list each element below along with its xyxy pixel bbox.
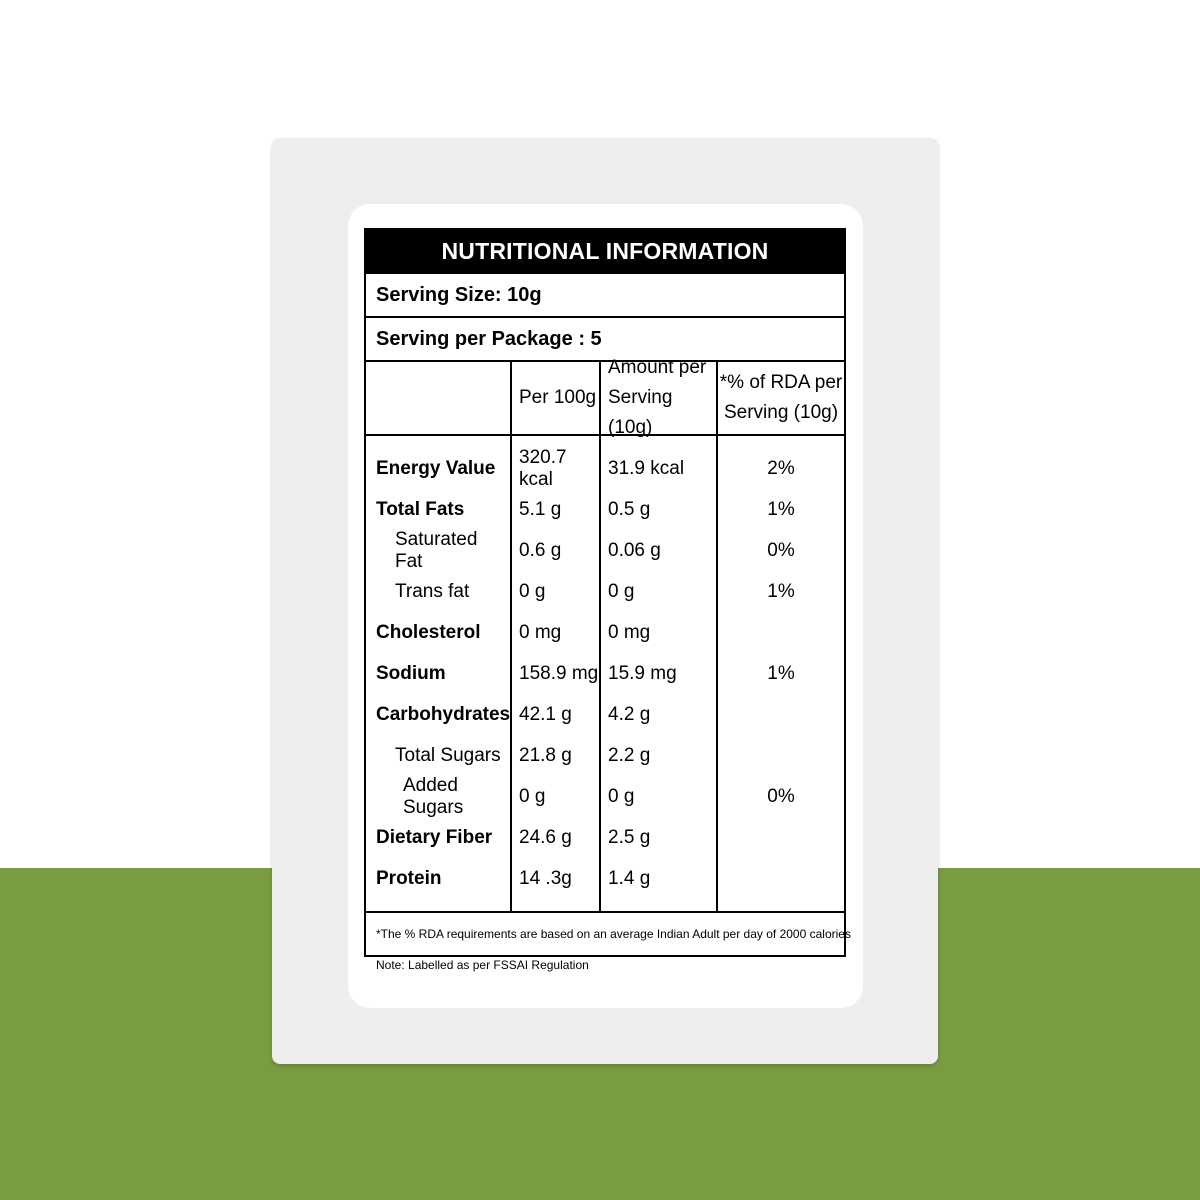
nutrient-name: Sodium (376, 662, 446, 684)
per-100g-value: 14 .3g (519, 867, 572, 889)
nutrient-name: Saturated Fat (395, 528, 478, 572)
per-100g-value: 21.8 g (519, 744, 572, 766)
rda-header-line1: *% of RDA per (719, 372, 843, 393)
serving-size: Serving Size: 10g (366, 272, 844, 316)
rda-value (718, 858, 844, 899)
rda-value: 2% (767, 457, 795, 479)
rda-value (718, 694, 844, 735)
per-serving-value: 0 g (608, 580, 635, 602)
per-100g-value: 42.1 g (519, 703, 572, 725)
nutrient-name: Dietary Fiber (376, 826, 493, 848)
per-serving-value: 0.06 g (608, 539, 661, 561)
per-serving-value: 2.5 g (608, 826, 651, 848)
per-serving-value: 31.9 kcal (608, 457, 685, 479)
rda-value: 1% (767, 662, 795, 684)
per-100g-header (512, 362, 599, 436)
per-100g-column (512, 362, 601, 911)
fssai-note: Note: Labelled as per FSSAI Regulation (376, 958, 589, 972)
nutrient-name: Total Fats (376, 498, 465, 520)
nutrient-name-column (366, 362, 512, 911)
rda-footnote: *The % RDA requirements are based on an average Indian Adult per day of 2000 calories (366, 911, 844, 955)
per-100g-value: 24.6 g (519, 826, 572, 848)
nutrient-grid (366, 357, 844, 911)
rda-value: 1% (767, 580, 795, 602)
nutrient-header-blank (366, 362, 510, 436)
rda-value (718, 735, 844, 776)
nutrient-name: Added Sugars (403, 774, 464, 818)
per-serving-header-line2: Serving (10g) (608, 387, 673, 438)
per-100g-value: 158.9 mg (519, 662, 599, 684)
per-serving-value: 0 mg (608, 621, 651, 643)
rda-value: 0% (767, 539, 795, 561)
rda-value (718, 817, 844, 858)
per-100g-value: 5.1 g (519, 498, 562, 520)
serving-per-package: Serving per Package : 5 (366, 316, 844, 360)
rda-header-line2: Serving (10g) (723, 402, 839, 423)
nutrition-table (364, 228, 851, 957)
per-serving-value: 15.9 mg (608, 662, 677, 684)
per-100g-value: 0 mg (519, 621, 562, 643)
rda-value: 0% (767, 785, 795, 807)
nutrient-name: Trans fat (395, 580, 470, 602)
nutrient-name: Energy Value (376, 457, 496, 479)
per-serving-value: 0.5 g (608, 498, 651, 520)
per-100g-value: 0 g (519, 785, 546, 807)
per-serving-value: 2.2 g (608, 744, 651, 766)
per-serving-value: 1.4 g (608, 867, 651, 889)
nutrient-name: Carbohydrates (376, 703, 511, 725)
rda-value: 1% (767, 498, 795, 520)
per-serving-value: 0 g (608, 785, 635, 807)
per-100g-value: 0 g (519, 580, 546, 602)
nutrient-name: Cholesterol (376, 621, 481, 643)
per-100g-value: 0.6 g (519, 539, 562, 561)
rda-column (718, 362, 844, 911)
per-serving-value: 4.2 g (608, 703, 651, 725)
nutrient-name: Protein (376, 867, 442, 889)
per-100g-value: 320.7 kcal (519, 446, 567, 490)
nutrient-name: Total Sugars (395, 744, 501, 766)
rda-value (718, 612, 844, 653)
per-100g-header-text: Per 100g (519, 387, 597, 408)
per-serving-header (601, 357, 716, 438)
rda-header (718, 362, 844, 436)
per-serving-column (601, 357, 718, 911)
per-serving-header-line1: Amount per (608, 357, 707, 378)
table-title: NUTRITIONAL INFORMATION (366, 230, 844, 272)
